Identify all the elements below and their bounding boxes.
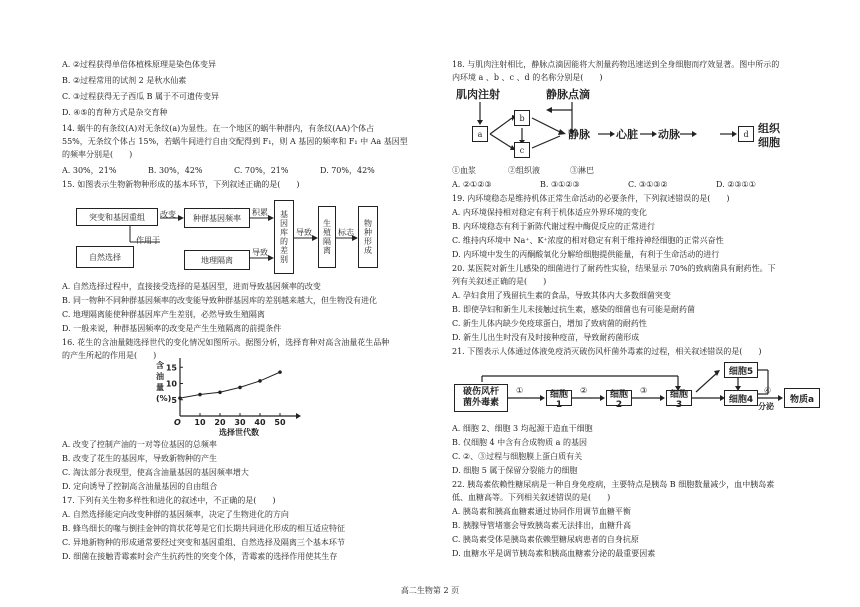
q14-option-c: C. 70%，21% — [234, 166, 289, 175]
q15-option-d: D. 一般来说，种群基因频率的改变是产生生殖隔离的前提条件 — [62, 324, 282, 333]
q13-option-d: D. ④⑤的育种方式是杂交育种 — [62, 108, 168, 117]
q15-box-geographic-isolation: 地理隔离 — [184, 250, 250, 270]
q15-label-change: 改变 — [160, 210, 176, 219]
q15-box-mutation: 突变和基因重组 — [76, 208, 158, 226]
q21-toxin-line1: 破伤风杆 — [462, 387, 499, 397]
q17-stem: 17. 下列有关生物多样性和进化的叙述中，不正确的是( ) — [62, 496, 276, 505]
q20-stem-line2: 列有关叙述正确的是( ) — [452, 277, 547, 286]
q21-label-secrete: 分泌 — [758, 402, 774, 411]
q18-diagram — [452, 84, 782, 164]
x-tick-label: 20 — [214, 418, 226, 427]
q16-stem-line1: 16. 花生的含油量随选择世代的变化情况如图所示。据图分析，选择育种对高含油量花生品种 — [62, 338, 390, 347]
q18-box-d: d — [738, 126, 754, 142]
x-axis-label: 选择世代数 — [219, 428, 259, 436]
data-point — [178, 396, 182, 400]
q17-option-c: C. 异地新物种的形成通常要经过突变和基因重组、自然选择及隔离三个基本环节 — [62, 538, 345, 547]
q13-option-a: A. ②过程获得单倍体植株原理是染色体变异 — [62, 60, 217, 69]
y-axis-label-char: (%) — [156, 394, 172, 403]
q21-box-cell4: 细胞4 — [724, 390, 758, 406]
q16-option-d: D. 定向诱导了控制高含油量基因的自由组合 — [62, 482, 218, 491]
q15-option-c: C. 地理隔离能使种群基因库产生差别，必然导致生殖隔离 — [62, 310, 265, 319]
q21-option-d: D. 细胞 5 属于保留分裂能力的细胞 — [452, 466, 578, 475]
oil-content-chart — [152, 358, 302, 436]
q21-step-4: ④ — [764, 386, 772, 395]
q21-box-cell5: 细胞5 — [724, 362, 758, 378]
origin-label: O — [174, 418, 181, 427]
q18-label-tissue-2: 细胞 — [758, 136, 780, 149]
q20-option-d: D. 新生儿出生时没有及时接种疫苗，导致耐药菌形成 — [452, 333, 640, 342]
data-point — [238, 386, 242, 390]
q21-box-cell2: 细胞2 — [606, 390, 632, 406]
data-point — [218, 390, 222, 394]
q15-stem: 15. 如图表示生物新物种形成的基本环节，下列叙述正确的是( ) — [62, 180, 300, 189]
q15-label-cause2: 导致 — [296, 228, 312, 237]
q19-option-c: C. 维持内环境中 Na⁺、K⁺浓度的相对稳定有利于维持神经细胞的正常兴奋性 — [452, 236, 724, 245]
q22-option-d: D. 血糖水平是调节胰岛素和胰高血糖素分泌的最重要因素 — [452, 549, 656, 558]
q15-box-natural-selection: 自然选择 — [76, 246, 134, 268]
q18-stem-line2: 内环境 a 、b 、c 、d 的名称分别是( ) — [452, 73, 603, 82]
y-axis-label-char: 量 — [156, 383, 164, 392]
q18-label-vein: 静脉 — [568, 128, 590, 141]
y-tick-label: 5 — [171, 395, 177, 405]
q17-option-d: D. 细菌在接触青霉素时会产生抗药性的突变个体，青霉素的选择作用使其生存 — [62, 552, 338, 561]
q18-item-3: ③淋巴 — [570, 166, 594, 175]
q21-diagram — [452, 358, 842, 420]
q21-box-toxin — [454, 384, 508, 412]
q16-stem-line2: 的产生所起的作用是( ) — [62, 351, 157, 360]
q18-option-d: D. ②③①① — [716, 180, 756, 189]
q14-option-b: B. 30%，42% — [148, 166, 203, 175]
q21-stem: 21. 下图表示人体通过体液免疫消灭破伤风杆菌外毒素的过程，相关叙述错误的是( ) — [452, 347, 762, 356]
x-axis-arrow — [296, 413, 301, 419]
q16-option-a: A. 改变了控制产油的一对等位基因的总频率 — [62, 440, 217, 449]
q18-box-a: a — [472, 126, 488, 142]
x-tick-label: 10 — [194, 418, 206, 427]
y-tick-label: 15 — [165, 363, 177, 373]
q14-option-a: A. 30%，21% — [62, 166, 117, 175]
q15-box-reproductive-isolation: 生殖隔离 — [318, 206, 336, 268]
q15-label-accumulate: 积累 — [252, 208, 268, 217]
q21-toxin-line2: 菌外毒素 — [462, 398, 499, 408]
q20-option-c: C. 新生儿体内缺少免疫球蛋白，增加了致病菌的耐药性 — [452, 319, 647, 328]
q18-label-intramuscular: 肌肉注射 — [456, 88, 500, 101]
q15-label-acts-on: 作用于 — [136, 236, 160, 245]
q21-box-cell1: 细胞1 — [546, 390, 572, 406]
q21-box-substance-a: 物质a — [784, 388, 820, 408]
q15-box-gene-frequency: 种群基因频率 — [184, 208, 250, 228]
q21-option-b: B. 仅细胞 4 中含有合成物质 a 的基因 — [452, 438, 587, 447]
q15-option-a: A. 自然选择过程中，直接接受选择的是基因型，进而导致基因频率的改变 — [62, 282, 321, 291]
q19-option-d: D. 内环境中发生的丙酮酸氧化分解给细胞提供能量，有利于生命活动的进行 — [452, 250, 720, 259]
q21-option-a: A. 细胞 2、细胞 3 均起源于造血干细胞 — [452, 424, 593, 433]
q16-option-b: B. 改变了花生的基因库，导致新物种的产生 — [62, 454, 217, 463]
q15-box-speciation: 物种形成 — [358, 206, 378, 268]
x-tick-label: 50 — [274, 418, 286, 427]
q18-item-2: ②组织液 — [508, 166, 540, 175]
q17-option-b: B. 蜂鸟细长的喙与倒挂金钟的筒状花萼是它们长期共同进化形成的相互适应特征 — [62, 524, 345, 533]
q21-option-c: C. ②、③过程与细胞膜上蛋白质有关 — [452, 452, 583, 461]
page-footer: 高二生物第 2 页 — [400, 586, 460, 595]
q14-option-d: D. 70%，42% — [320, 166, 375, 175]
q18-option-b: B. ③①②③ — [540, 180, 580, 189]
q18-label-artery: 动脉 — [658, 128, 680, 141]
q22-option-a: A. 胰岛素和胰高血糖素通过协同作用调节血糖平衡 — [452, 507, 631, 516]
q15-label-marker: 标志 — [338, 228, 354, 237]
q18-arrows — [452, 84, 782, 164]
q21-step-2: ② — [580, 386, 588, 395]
q18-label-iv-drip: 静脉点滴 — [546, 88, 590, 101]
q15-label-cause1: 导致 — [252, 248, 268, 257]
q14-stem-line1: 14. 蜗牛的有条纹(A)对无条纹(a)为显性。在一个地区的蜗牛种群内，有条纹(AA)个体占 — [62, 124, 375, 133]
data-point — [258, 379, 262, 383]
q15-option-b: B. 同一物种不同种群基因频率的改变能导致种群基因库的差别越来越大，但生物没有进化 — [62, 296, 377, 305]
x-tick-label: 40 — [254, 418, 266, 427]
q19-option-a: A. 内环境保持相对稳定有利于机体适应外界环境的变化 — [452, 208, 647, 217]
q19-option-b: B. 内环境稳态有利于新陈代谢过程中酶促反应的正常进行 — [452, 222, 655, 231]
q13-option-b: B. ②过程常用的试剂 2 是秋水仙素 — [62, 76, 187, 85]
data-line — [180, 372, 280, 398]
q21-step-3: ③ — [640, 386, 648, 395]
y-axis-label-char: 油 — [156, 372, 164, 381]
y-tick-label: 10 — [165, 379, 177, 389]
right-column — [430, 0, 860, 600]
q20-stem-line1: 20. 某医院对新生儿感染的细菌进行了耐药性实验，结果显示 70%的致病菌具有耐药性。下 — [452, 264, 776, 273]
q20-option-b: B. 即使孕妇和新生儿未接触过抗生素，感染的细菌也有可能是耐药菌 — [452, 305, 695, 314]
q22-stem-line1: 22. 胰岛素依赖性糖尿病是一种自身免疫病，主要特点是胰岛 B 细胞数量减少，血中胰岛素 — [452, 480, 775, 489]
q22-option-c: C. 胰岛素受体是胰岛素依赖型糖尿病患者的自身抗原 — [452, 535, 639, 544]
x-tick-label: 30 — [234, 418, 246, 427]
y-axis-label-char: 含 — [156, 361, 164, 370]
q18-box-c: c — [514, 142, 530, 158]
q19-stem: 19. 内环境稳态是维持机体正常生命活动的必要条件，下列叙述错误的是( ) — [452, 194, 730, 203]
q22-option-b: B. 胰腺导管堵塞会导致胰岛素无法排出，血糖升高 — [452, 521, 631, 530]
q18-label-heart: 心脏 — [616, 128, 638, 141]
q14-stem-line2: 55%，无条纹个体占 15%，若蜗牛间进行自由交配得到 F₁，则 A 基因的频率和 F₁ 中 Aa 基因型 — [62, 137, 408, 146]
data-point — [278, 370, 282, 374]
q18-box-b: b — [514, 110, 530, 126]
q18-option-c: C. ③①③② — [628, 180, 668, 189]
q21-box-cell3: 细胞3 — [666, 390, 692, 406]
q14-stem-line3: 的频率分别是( ) — [62, 150, 133, 159]
q15-box-genepool-difference: 基因库的差别 — [274, 200, 294, 274]
q21-step-1: ① — [516, 386, 524, 395]
q16-option-c: C. 淘汰部分表现型，使高含油量基因的基因频率增大 — [62, 468, 249, 477]
q20-option-a: A. 孕妇食用了残留抗生素的食品，导致其体内大多数细菌突变 — [452, 291, 671, 300]
q18-stem-line1: 18. 与肌肉注射相比，静脉点滴因能将大剂量药物迅速送到全身细胞而疗效显著。图中所示的 — [452, 60, 780, 69]
q18-item-1: ①血浆 — [452, 166, 476, 175]
q15-diagram — [60, 192, 400, 278]
q17-option-a: A. 自然选择能定向改变种群的基因频率，决定了生物进化的方向 — [62, 510, 289, 519]
data-point — [198, 393, 202, 397]
q13-option-c: C. ③过程获得无子西瓜 B 属于不可遗传变异 — [62, 92, 220, 101]
q18-label-tissue-1: 组织 — [758, 122, 780, 135]
left-column — [0, 0, 430, 600]
q18-option-a: A. ②①②③ — [452, 180, 492, 189]
q22-stem-line2: 低、血糖高等。下列相关叙述错误的是( ) — [452, 493, 611, 502]
